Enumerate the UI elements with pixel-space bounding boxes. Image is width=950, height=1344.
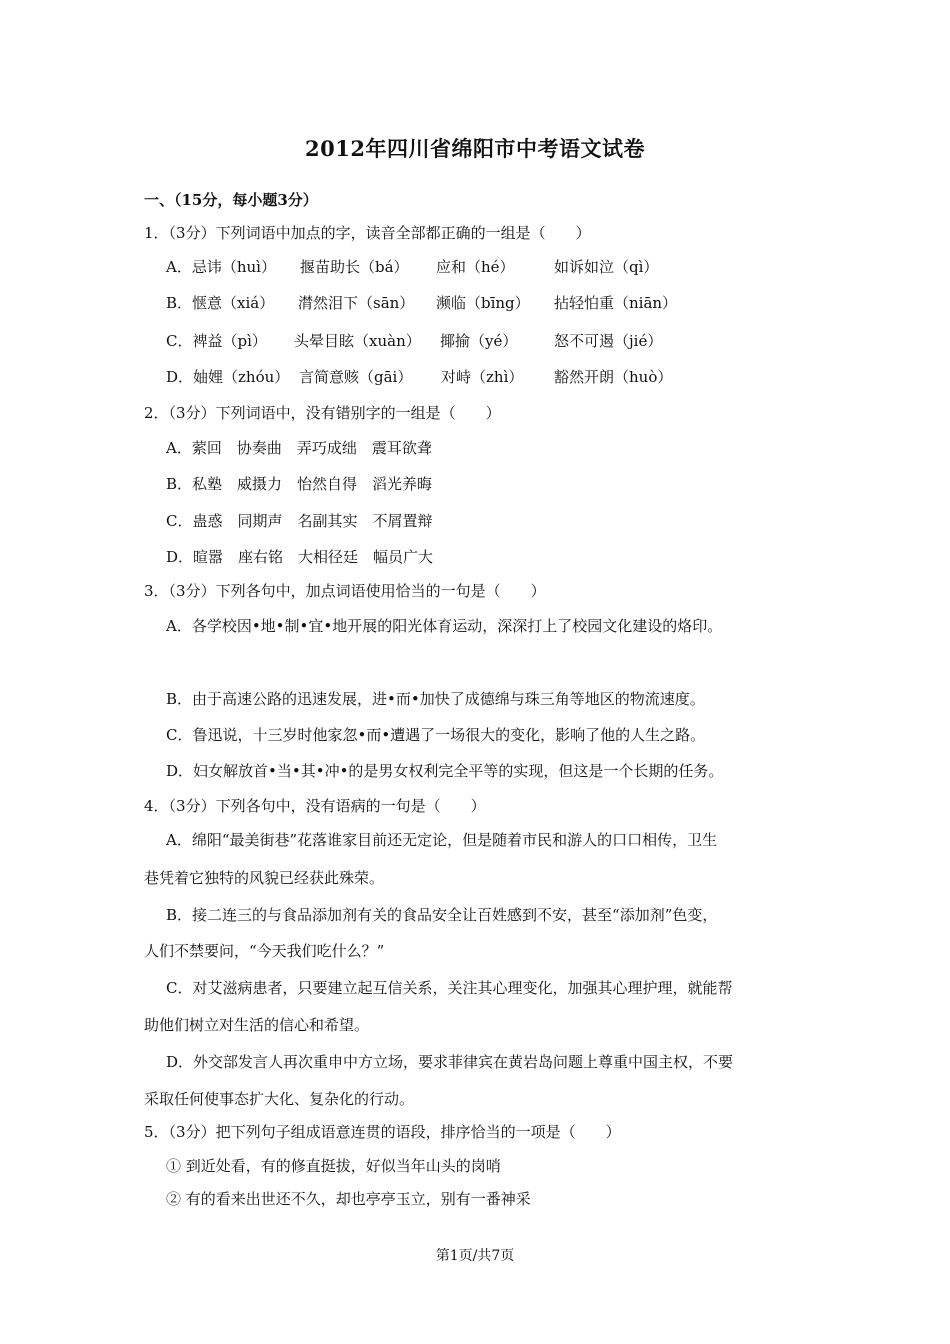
question-4-option-d[interactable]: D．外交部发言人再次重申中方立场，要求菲律宾在黄岩岛问题上尊重中国主权，不要: [166, 1053, 734, 1071]
question-2-option-c[interactable]: C．蛊惑 同期声 名副其实 不屑置辩: [166, 512, 433, 530]
question-4-option-d-cont: 采取任何使事态扩大化、复杂化的行动。: [144, 1090, 415, 1108]
option-cell: 怒不可遏（jié）: [554, 332, 663, 350]
option-cell: 对峙（zhì）: [441, 368, 524, 386]
question-2-option-d[interactable]: D．暄嚣 座右铭 大相径廷 幅员广大: [166, 548, 434, 566]
question-1-option-d[interactable]: [166, 367, 672, 387]
option-cell: 揠苗助长（bá）: [300, 258, 409, 276]
option-cell: 如诉如泣（qì）: [554, 258, 659, 276]
page-title: 2012年四川省绵阳市中考语文试卷: [305, 136, 645, 161]
question-3-option-c[interactable]: C．鲁迅说，十三岁时他家忽•而•遭遇了一场很大的变化，影响了他的人生之路。: [166, 726, 706, 744]
option-cell: C．裨益（pì）: [166, 332, 267, 350]
question-5-sentence-2: ② 有的看来出世还不久，却也亭亭玉立，别有一番神采: [166, 1190, 531, 1208]
option-cell: 应和（hé）: [436, 258, 515, 276]
question-4-option-c[interactable]: C．对艾滋病患者，只要建立起互信关系，关注其心理变化，加强其心理护理，就能帮: [166, 979, 733, 997]
question-3-option-b[interactable]: B．由于高速公路的迅速发展，进•而•加快了成德绵与珠三角等地区的物流速度。: [166, 690, 705, 708]
question-4-option-b[interactable]: B．接二连三的与食品添加剂有关的食品安全让百姓感到不安，甚至“添加剂”色变，: [166, 906, 718, 924]
question-3-option-d[interactable]: D．妇女解放首•当•其•冲•的是男女权利完全平等的实现，但这是一个长期的任务。: [166, 762, 724, 780]
question-4-option-a-cont: 巷凭着它独特的风貌已经获此殊荣。: [144, 869, 385, 887]
question-1-option-a[interactable]: [166, 257, 658, 277]
question-2-option-a[interactable]: A．萦回 协奏曲 弄巧成绌 震耳欲聋: [166, 439, 432, 457]
question-1-stem: 1．（3分）下列词语中加点的字，读音全部都正确的一组是（ ）: [144, 224, 591, 242]
question-3-option-a[interactable]: A．各学校因•地•制•宜•地开展的阳光体育运动，深深打上了校园文化建设的烙印。: [166, 617, 723, 635]
option-cell: 言简意赅（gāi）: [299, 368, 413, 386]
option-cell: 揶揄（yé）: [440, 332, 518, 350]
question-4-option-c-cont: 助他们树立对生活的信心和希望。: [144, 1016, 370, 1034]
option-cell: 濒临（bīng）: [436, 294, 530, 312]
question-2-option-b[interactable]: B．私塾 威摄力 怡然自得 滔光养晦: [166, 475, 433, 493]
question-2-stem: 2．（3分）下列词语中，没有错别字的一组是（ ）: [144, 404, 501, 422]
question-5-sentence-1: ① 到近处看，有的修直挺拔，好似当年山头的岗哨: [166, 1157, 501, 1175]
question-4-option-a[interactable]: A．绵阳“最美街巷”花落谁家目前还无定论，但是随着市民和游人的口口相传，卫生: [166, 831, 718, 849]
question-1-option-c[interactable]: [166, 331, 662, 351]
section-heading: 一、（15分，每小题3分）: [144, 191, 318, 209]
question-3-stem: 3．（3分）下列各句中，加点词语使用恰当的一句是（ ）: [144, 582, 546, 600]
question-1-option-b[interactable]: [166, 293, 677, 313]
option-cell: B．惬意（xiá）: [166, 294, 275, 312]
option-cell: A．忌讳（huì）: [166, 258, 276, 276]
option-cell: D．妯娌（zhóu）: [166, 368, 290, 386]
page-footer: 第1页/共7页: [435, 1248, 515, 1264]
question-4-stem: 4．（3分）下列各句中，没有语病的一句是（ ）: [144, 797, 486, 815]
option-cell: 豁然开朗（huò）: [554, 368, 673, 386]
question-5-stem: 5．（3分）把下列句子组成语意连贯的语段，排序恰当的一项是（ ）: [144, 1123, 621, 1141]
option-cell: 头晕目眩（xuàn）: [294, 332, 421, 350]
option-cell: 拈轻怕重（niān）: [554, 294, 678, 312]
option-cell: 潸然泪下（sān）: [298, 294, 415, 312]
question-4-option-b-cont: 人们不禁要问，“今天我们吃什么？”: [144, 942, 385, 960]
